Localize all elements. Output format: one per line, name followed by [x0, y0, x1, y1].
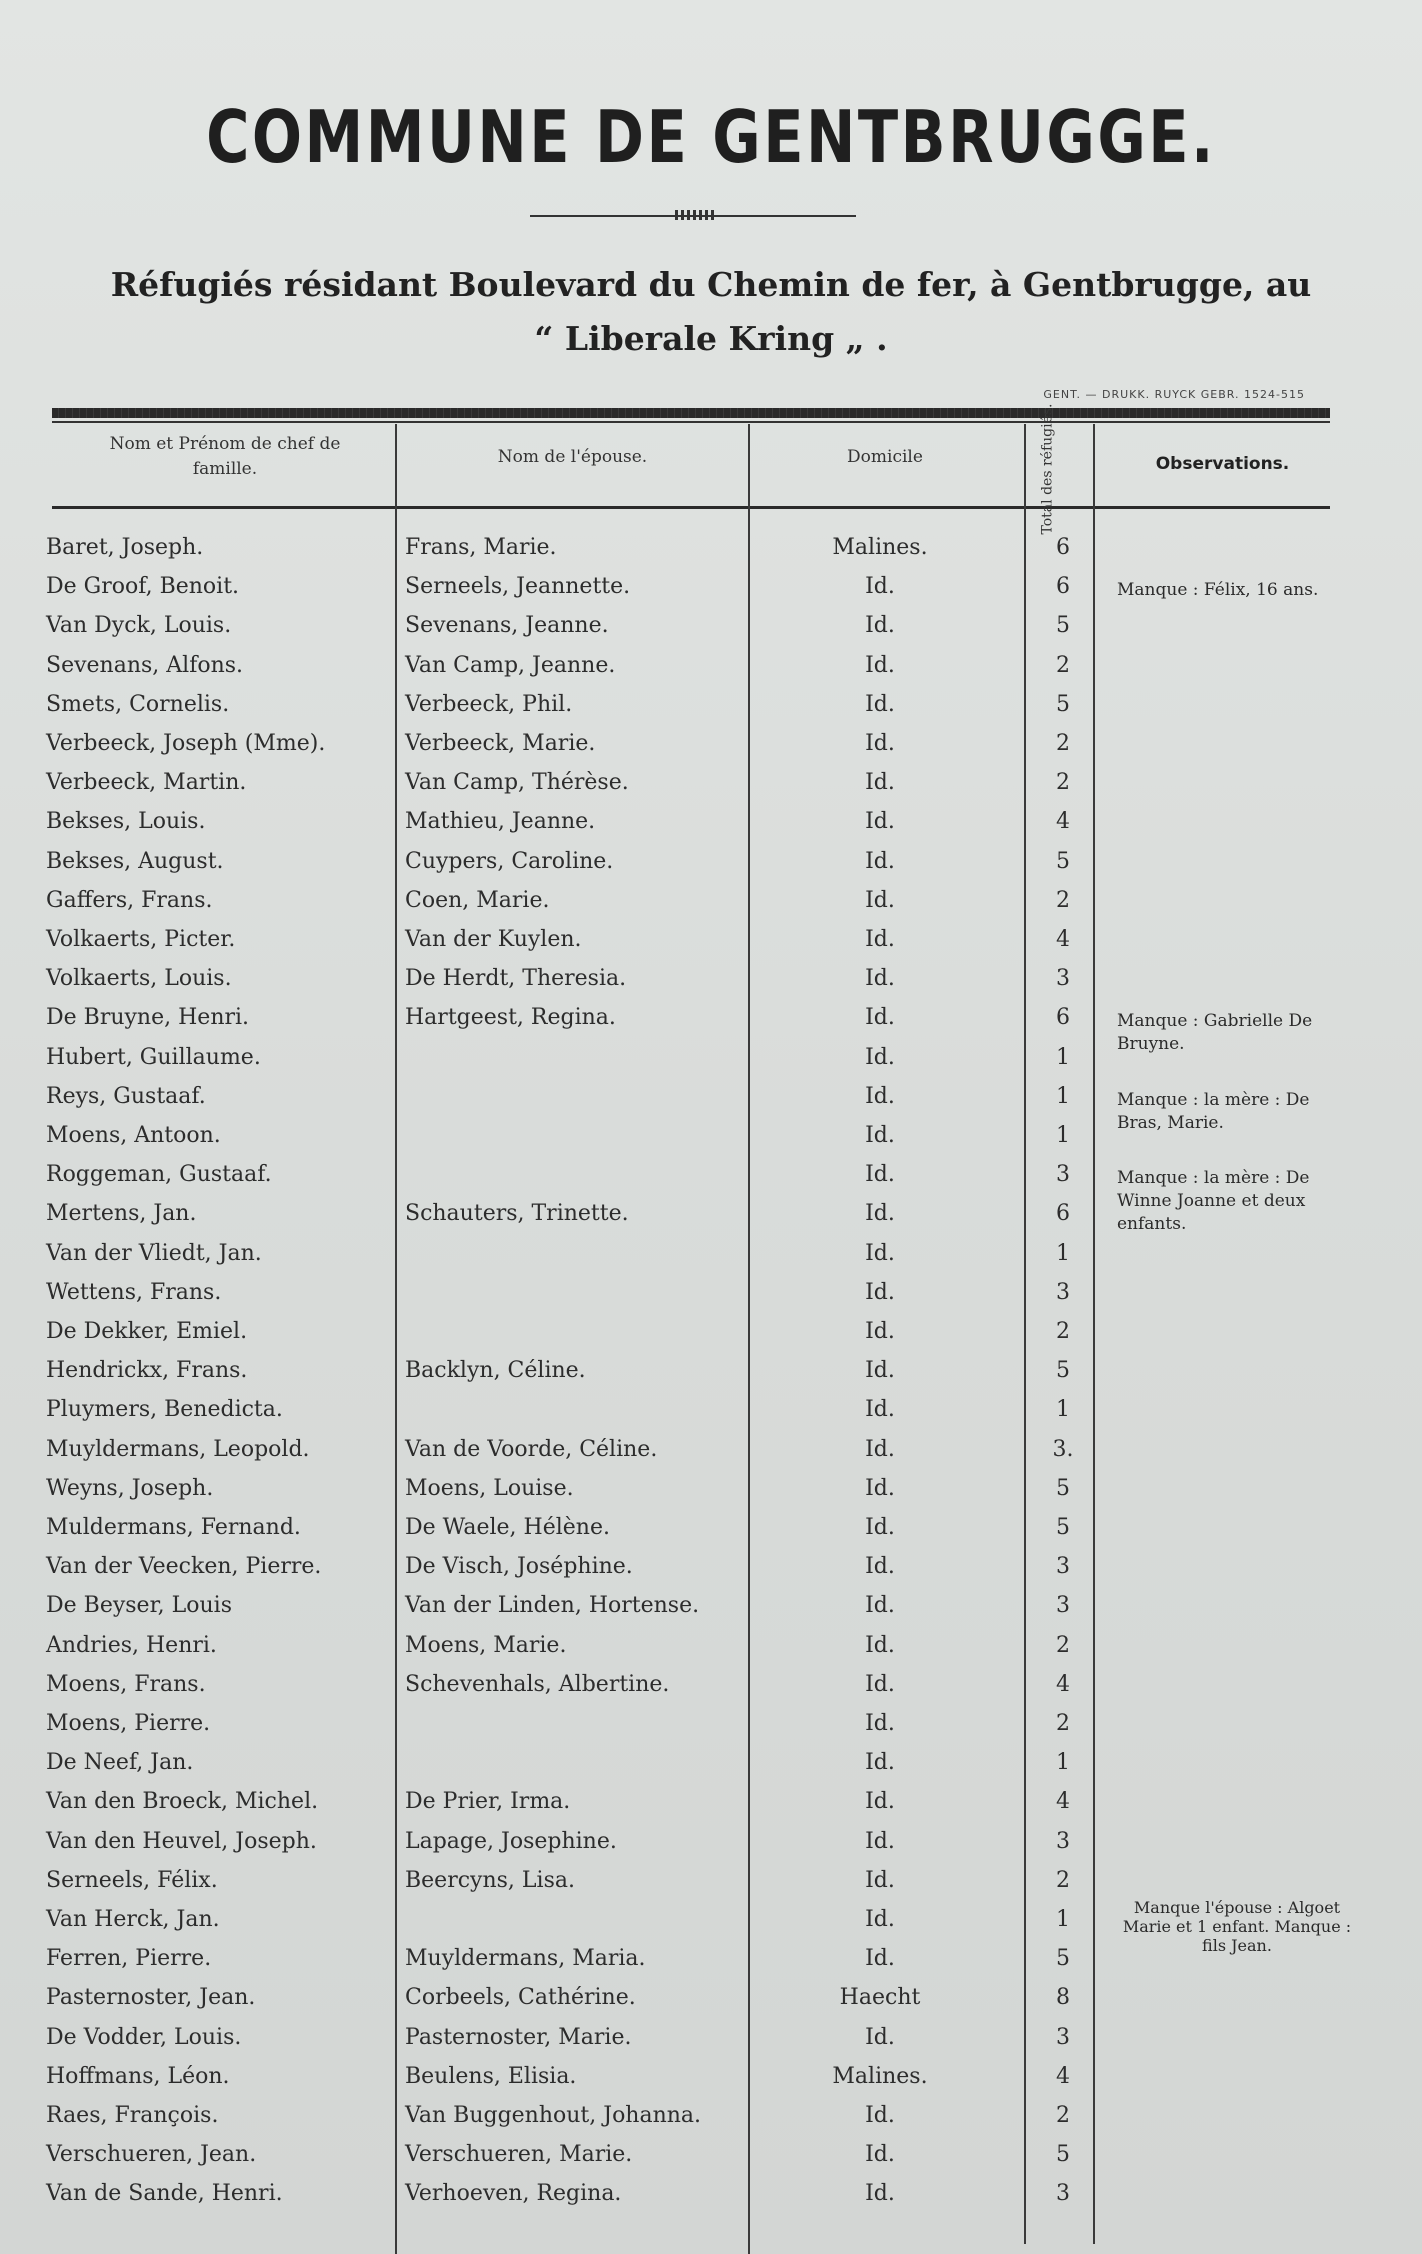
domicile: Id. [865, 1201, 895, 1227]
observation-note: Manque l'épouse : Algoet Marie et 1 enfant. Manque : fils Jean. [1122, 1898, 1352, 1955]
domicile: Id. [865, 1907, 895, 1932]
refugee-total: 1 [1056, 1083, 1070, 1109]
refugee-total: 3. [1052, 1436, 1074, 1462]
spouse-name: Beulens, Elisia. [405, 2063, 577, 2089]
refugee-total: 5 [1056, 848, 1070, 874]
spouse-name: Mathieu, Jeanne. [405, 809, 596, 835]
domicile: Id. [865, 2024, 895, 2050]
header-total-label: Total des réfugiés. [1039, 403, 1056, 535]
table-row [0, 2065, 1422, 2104]
header-bottom-rule [52, 506, 1330, 509]
domicile: Id. [865, 2103, 895, 2128]
domicile: Id. [865, 927, 895, 952]
refugee-name: Van den Heuvel, Joseph. [46, 1828, 317, 1854]
domicile: Id. [865, 1005, 895, 1031]
refugee-total: 1 [1056, 1123, 1070, 1148]
refugee-name: Verbeeck, Joseph (Mme). [46, 731, 326, 756]
spouse-name: Beercyns, Lisa. [405, 1867, 575, 1893]
domicile: Id. [865, 848, 895, 874]
table-row [0, 1673, 1422, 1712]
refugee-name: Andries, Henri. [46, 1632, 217, 1658]
refugee-name: Smets, Cornelis. [46, 691, 230, 717]
subtitle-line-2: “ Liberale Kring „ . [534, 319, 888, 358]
table-row [0, 1281, 1422, 1320]
refugee-total: 1 [1056, 1750, 1070, 1776]
refugee-name: De Neef, Jan. [46, 1750, 194, 1776]
refugee-total: 5 [1056, 1475, 1070, 1501]
domicile: Id. [865, 1436, 895, 1462]
domicile: Id. [865, 1083, 895, 1109]
table-row [0, 1083, 1422, 1133]
refugee-total: 1 [1056, 1044, 1070, 1070]
refugee-total: 3 [1056, 1554, 1070, 1580]
refugee-name: Gaffers, Frans. [46, 887, 213, 913]
domicile: Id. [865, 1319, 895, 1344]
refugee-name: Muldermans, Fernand. [46, 1515, 301, 1540]
refugee-name: De Beyser, Louis [46, 1593, 233, 1619]
refugee-name: Mertens, Jan. [46, 1201, 197, 1227]
refugee-name: Volkaerts, Picter. [46, 927, 236, 952]
refugee-total: 4 [1056, 1789, 1070, 1815]
refugee-total: 2 [1056, 770, 1070, 796]
refugee-name: Roggeman, Gustaaf. [46, 1162, 272, 1188]
table-row [0, 693, 1422, 732]
table-row [0, 1751, 1422, 1790]
table-row [0, 1477, 1422, 1516]
table-row [0, 2104, 1422, 2143]
refugee-name: De Bruyne, Henri. [46, 1005, 250, 1031]
domicile: Id. [865, 1867, 895, 1893]
page-subtitle [40, 258, 1382, 366]
table-row [0, 2182, 1422, 2221]
refugee-total: 2 [1056, 1632, 1070, 1658]
table-row [0, 1712, 1422, 1751]
refugee-name: Raes, François. [46, 2103, 219, 2128]
domicile: Id. [865, 1593, 895, 1619]
domicile: Id. [865, 691, 895, 717]
refugee-name: De Dekker, Emiel. [46, 1319, 248, 1344]
table-row [0, 1398, 1422, 1437]
domicile: Malines. [832, 2063, 928, 2089]
refugee-total: 1 [1056, 1907, 1070, 1932]
domicile: Id. [865, 1240, 895, 1266]
refugee-total: 2 [1056, 731, 1070, 756]
refugee-name: Verschueren, Jean. [46, 2142, 257, 2168]
table-row [0, 889, 1422, 928]
refugee-total: 3 [1056, 1593, 1070, 1619]
refugee-total: 5 [1056, 1515, 1070, 1540]
spouse-name: Van der Linden, Hortense. [405, 1593, 700, 1619]
domicile: Id. [865, 1358, 895, 1384]
refugee-total: 2 [1056, 1867, 1070, 1893]
domicile: Id. [865, 1044, 895, 1070]
printer-imprint: GENT. — DRUKK. RUYCK GEBR. 1524-515 [1043, 388, 1305, 401]
refugee-name: Volkaerts, Louis. [46, 966, 232, 992]
spouse-name: Van de Voorde, Céline. [405, 1436, 658, 1462]
domicile: Id. [865, 1397, 895, 1423]
table-row [0, 850, 1422, 889]
refugee-name: Hendrickx, Frans. [46, 1358, 248, 1384]
header-total [1013, 403, 1083, 535]
refugee-total: 4 [1056, 2063, 1070, 2089]
refugee-name: Moens, Antoon. [46, 1123, 221, 1148]
spouse-name: De Waele, Hélène. [405, 1515, 610, 1540]
refugee-name: Bekses, August. [46, 848, 224, 874]
domicile: Id. [865, 770, 895, 796]
refugee-total: 4 [1056, 809, 1070, 835]
page-title: COMMUNE DE GENTBRUGGE. [206, 95, 1216, 179]
table-row [0, 1790, 1422, 1829]
header-top-thin-rule [52, 421, 1330, 423]
domicile: Haecht [839, 1985, 921, 2011]
refugee-name: Ferren, Pierre. [46, 1946, 212, 1972]
domicile: Id. [865, 1123, 895, 1148]
domicile: Id. [865, 887, 895, 913]
refugee-total: 5 [1056, 2142, 1070, 2168]
table-row [0, 1359, 1422, 1398]
spouse-name: Lapage, Josephine. [405, 1828, 617, 1854]
refugee-total: 6 [1056, 574, 1070, 600]
table-row [0, 732, 1422, 771]
refugee-name: Serneels, Félix. [46, 1867, 218, 1893]
domicile: Malines. [832, 535, 928, 560]
table-row [0, 536, 1422, 575]
domicile: Id. [865, 1828, 895, 1854]
table-row [0, 2143, 1422, 2182]
spouse-name: Pasternoster, Marie. [405, 2024, 632, 2050]
refugee-name: Moens, Pierre. [46, 1711, 211, 1736]
table-row [0, 1005, 1422, 1055]
domicile: Id. [865, 1515, 895, 1540]
spouse-name: Schauters, Trinette. [405, 1201, 629, 1227]
domicile: Id. [865, 809, 895, 835]
domicile: Id. [865, 574, 895, 600]
refugee-name: Verbeeck, Martin. [46, 770, 247, 796]
refugee-name: Van der Vliedt, Jan. [46, 1240, 262, 1266]
spouse-name: Van Buggenhout, Johanna. [405, 2103, 702, 2128]
refugee-name: Baret, Joseph. [46, 535, 204, 560]
refugee-total: 6 [1056, 535, 1070, 560]
domicile: Id. [865, 1750, 895, 1776]
table-row [0, 1555, 1422, 1594]
domicile: Id. [865, 1671, 895, 1697]
refugee-name: Moens, Frans. [46, 1671, 206, 1697]
refugee-name: Pasternoster, Jean. [46, 1985, 256, 2011]
header-observations: Observations. [1155, 454, 1290, 474]
header-name: Nom et Prénom de chef de famille. [109, 434, 341, 479]
table-row [0, 575, 1422, 614]
spouse-name: Moens, Marie. [405, 1632, 567, 1658]
spouse-name: Van der Kuylen. [405, 927, 582, 952]
subtitle-line-1: Réfugiés résidant Boulevard du Chemin de fer, à Gentbrugge, au [110, 265, 1312, 304]
domicile: Id. [865, 2181, 895, 2207]
spouse-name: Schevenhals, Albertine. [405, 1671, 670, 1697]
refugee-total: 6 [1056, 1005, 1070, 1031]
refugee-name: Weyns, Joseph. [46, 1475, 214, 1501]
table-row [0, 1898, 1422, 1955]
domicile: Id. [865, 966, 895, 992]
table-row [0, 2026, 1422, 2065]
refugee-name: Pluymers, Benedicta. [46, 1397, 283, 1423]
refugee-name: Sevenans, Alfons. [46, 652, 244, 678]
domicile: Id. [865, 2142, 895, 2168]
refugee-name: Wettens, Frans. [46, 1279, 222, 1305]
refugee-total: 4 [1056, 927, 1070, 952]
refugee-total: 1 [1056, 1240, 1070, 1266]
domicile: Id. [865, 731, 895, 756]
table-row [0, 614, 1422, 653]
refugee-name: Van Herck, Jan. [46, 1907, 220, 1932]
observation-note: Manque : Félix, 16 ans. [1117, 580, 1319, 601]
table-row [0, 1046, 1422, 1085]
spouse-name: Verhoeven, Regina. [405, 2181, 622, 2207]
spouse-name: Hartgeest, Regina. [405, 1005, 616, 1031]
domicile: Id. [865, 1279, 895, 1305]
spouse-name: Verschueren, Marie. [405, 2142, 633, 2168]
domicile: Id. [865, 1946, 895, 1972]
spouse-name: Frans, Marie. [405, 535, 557, 560]
spouse-name: Van Camp, Thérèse. [405, 770, 629, 796]
observation-note: Manque : la mère : De Winne Joanne et deux enfants. [1117, 1168, 1310, 1235]
refugee-total: 5 [1056, 691, 1070, 717]
refugee-total: 3 [1056, 1162, 1070, 1188]
spouse-name: Coen, Marie. [405, 887, 550, 913]
domicile: Id. [865, 1475, 895, 1501]
table-row [0, 810, 1422, 849]
domicile: Id. [865, 1789, 895, 1815]
header-top-rule [52, 408, 1330, 418]
refugee-name: Van Dyck, Louis. [46, 613, 232, 639]
header-domicile: Domicile [847, 447, 923, 467]
spouse-name: Verbeeck, Marie. [405, 731, 596, 756]
table-row [0, 1242, 1422, 1281]
domicile: Id. [865, 613, 895, 639]
refugee-total: 5 [1056, 1358, 1070, 1384]
domicile: Id. [865, 1554, 895, 1580]
domicile: Id. [865, 1632, 895, 1658]
refugee-total: 2 [1056, 2103, 1070, 2128]
refugee-total: 5 [1056, 1946, 1070, 1972]
table-row [0, 1594, 1422, 1633]
refugee-total: 2 [1056, 652, 1070, 678]
header-spouse: Nom de l'épouse. [497, 447, 648, 467]
table-row [0, 928, 1422, 967]
refugee-name: De Groof, Benoit. [46, 574, 240, 600]
refugee-total: 8 [1056, 1985, 1070, 2011]
spouse-name: Corbeels, Cathérine. [405, 1985, 636, 2011]
table-row [0, 1516, 1422, 1555]
spouse-name: Verbeeck, Phil. [405, 691, 573, 717]
refugee-total: 3 [1056, 2181, 1070, 2207]
table-row [0, 1438, 1422, 1477]
refugee-name: Bekses, Louis. [46, 809, 206, 835]
table-row [0, 1947, 1422, 1986]
spouse-name: Backlyn, Céline. [405, 1358, 586, 1384]
refugee-name: Hubert, Guillaume. [46, 1044, 261, 1070]
table-row [0, 1320, 1422, 1359]
table-row [0, 1202, 1422, 1241]
refugee-name: Van den Broeck, Michel. [46, 1789, 319, 1815]
table-row [0, 771, 1422, 810]
spouse-name: De Prier, Irma. [405, 1789, 571, 1815]
spouse-name: De Herdt, Theresia. [405, 966, 627, 992]
spouse-name: Muyldermans, Maria. [405, 1946, 646, 1972]
domicile: Id. [865, 652, 895, 678]
refugee-total: 2 [1056, 1711, 1070, 1736]
refugee-name: Muyldermans, Leopold. [46, 1436, 310, 1462]
refugee-total: 2 [1056, 887, 1070, 913]
spouse-name: Moens, Louise. [405, 1475, 574, 1501]
table-row [0, 654, 1422, 693]
refugee-name: Van der Veecken, Pierre. [46, 1554, 322, 1580]
observation-note: Manque : la mère : De Bras, Marie. [1117, 1089, 1310, 1133]
spouse-name: Sevenans, Jeanne. [405, 613, 609, 639]
refugee-total: 5 [1056, 613, 1070, 639]
spouse-name: De Visch, Joséphine. [405, 1554, 633, 1580]
refugee-name: De Vodder, Louis. [46, 2024, 242, 2050]
domicile: Id. [865, 1162, 895, 1188]
refugee-name: Reys, Gustaaf. [46, 1083, 206, 1109]
refugee-name: Van de Sande, Henri. [46, 2181, 283, 2207]
title-ornament [675, 210, 715, 220]
refugee-total: 3 [1056, 1828, 1070, 1854]
refugee-total: 3 [1056, 2024, 1070, 2050]
refugee-name: Hoffmans, Léon. [46, 2063, 230, 2089]
spouse-name: Serneels, Jeannette. [405, 574, 631, 600]
spouse-name: Van Camp, Jeanne. [405, 652, 616, 678]
table-row [0, 1124, 1422, 1163]
refugee-total: 3 [1056, 966, 1070, 992]
spouse-name: Cuypers, Caroline. [405, 848, 614, 874]
refugee-total: 6 [1056, 1201, 1070, 1227]
table-row [0, 967, 1422, 1006]
table-row [0, 1986, 1422, 2025]
refugee-total: 4 [1056, 1671, 1070, 1697]
refugee-total: 2 [1056, 1319, 1070, 1344]
table-row [0, 1830, 1422, 1869]
domicile: Id. [865, 1711, 895, 1736]
refugee-total: 3 [1056, 1279, 1070, 1305]
observation-note: Manque : Gabrielle De Bruyne. [1117, 1011, 1313, 1055]
refugee-total: 1 [1056, 1397, 1070, 1423]
table-row [0, 1634, 1422, 1673]
